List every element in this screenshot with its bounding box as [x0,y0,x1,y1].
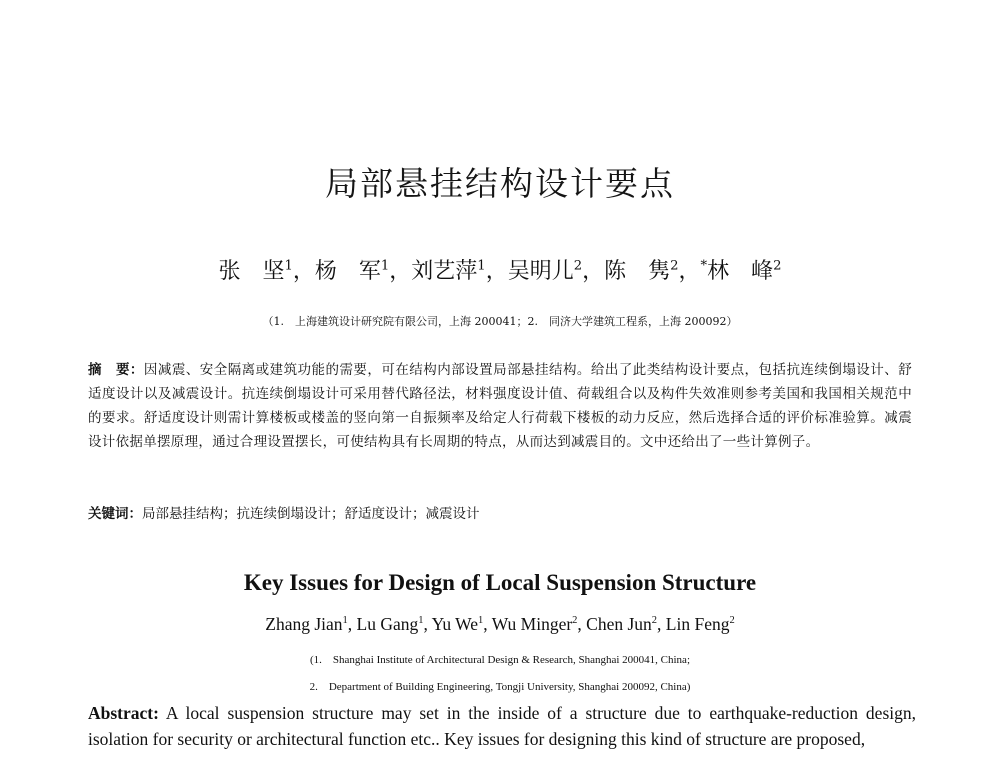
author: Wu Minger$^2$, [491,614,587,634]
abstract-text: A local suspension structure may set in the inside of a structure due to earthquake-reduction design, isolation for security or architectural function etc.. Key issues for designing this kind of structure are proposed, [88,703,916,749]
author: 吴明儿$^2$， [507,258,605,284]
english-abstract [88,700,916,752]
abstract-label: Abstract: [88,703,159,723]
author: Chen Jun$^2$, [586,614,666,634]
chinese-author-list [0,254,1000,285]
author: Lu Gang$^1$, [356,614,432,634]
chinese-title: 局部悬挂结构设计要点 [325,164,675,203]
author: 杨 军$^1$， [314,258,412,284]
keywords-text: 局部悬挂结构；抗连续倒塌设计；舒适度设计；减震设计 [142,506,480,522]
author: 陈 隽$^2$， [604,258,701,284]
author: Zhang Jian$^1$, [265,614,357,634]
author: 张 坚$^1$， [218,258,315,284]
english-affiliation-1: (1. Shanghai Institute of Architectural Design & Research, Shanghai 200041, China; [309,654,691,666]
abstract-label: 摘 要： [88,362,144,378]
author: Yu We$^1$, [431,614,492,634]
english-author-list [0,614,1000,635]
corresponding-author: *林 峰$^2$ [700,258,782,284]
chinese-affiliations: （1. 上海建筑设计研究院有限公司，上海 200041；2. 同济大学建筑工程系，上海 200092） [262,315,738,328]
chinese-keywords [88,502,912,522]
keywords-label: 关键词： [88,506,142,522]
chinese-abstract [88,358,912,454]
english-affiliation-2: 2. Department of Building Engineering, Tongji University, Shanghai 200092, China) [309,681,691,693]
author: Lin Feng$^2$ [665,614,735,634]
author: 刘艺萍$^1$， [411,258,508,284]
english-title: Key Issues for Design of Local Suspension Structure [243,570,757,595]
corresponding-mark: * [700,258,708,274]
abstract-text: 因减震、安全隔离或建筑功能的需要，可在结构内部设置局部悬挂结构。给出了此类结构设计要点，包括抗连续倒塌设计、舒适度设计以及减震设计。抗连续倒塌设计可采用替代路径法，材料强度设计值、荷载组合以及构件失效准则参考美国和我国相关规范中的要求。舒适度设计则需计算楼板或楼盖的竖向第一自振频率及给定人行荷载下楼板的动力反应，然后选择合适的评价标准验算。减震设计依据单摆原理，通过合理设置摆长，可使结构具有长周期的特点，从而达到减震目的。文中还给出了一些计算例子。 [88,362,913,450]
